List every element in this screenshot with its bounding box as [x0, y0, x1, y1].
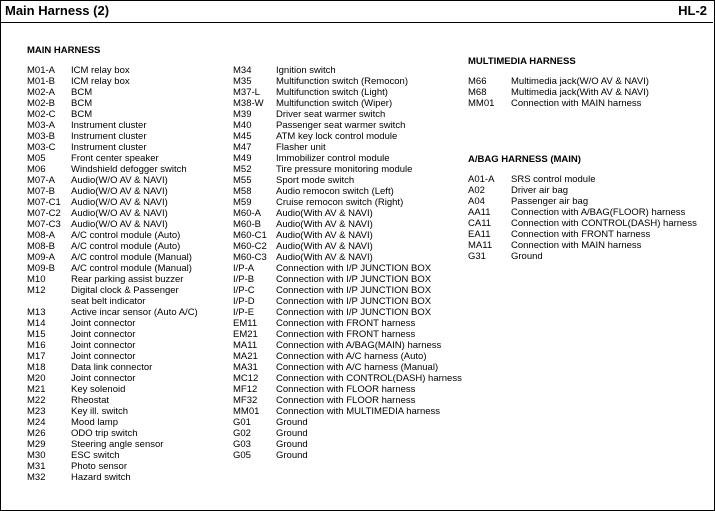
connector-description: Connection with MAIN harness: [511, 240, 642, 251]
connector-description: Connection with I/P JUNCTION BOX: [276, 263, 432, 274]
connector-code: M18: [27, 362, 46, 373]
connector-row: [27, 318, 227, 329]
connector-description: Connection with I/P JUNCTION BOX: [276, 307, 432, 318]
connector-description: Audio(W/O AV & NAVI): [71, 186, 168, 197]
connector-row: [27, 230, 227, 241]
main-harness-col2-section: [233, 65, 473, 461]
connector-row: [27, 153, 227, 164]
connector-description: Joint connector: [71, 340, 136, 351]
connector-description: Multimedia jack(With AV & NAVI): [511, 87, 649, 98]
connector-description: Multifunction switch (Remocon): [276, 76, 408, 87]
connector-description: Mood lamp: [71, 417, 118, 428]
connector-row: [468, 185, 712, 196]
connector-description: Audio(W/O AV & NAVI): [71, 197, 168, 208]
main-harness-col1: [27, 65, 227, 483]
connector-row: [468, 240, 712, 251]
connector-code: A01-A: [468, 174, 495, 185]
connector-row: [233, 428, 473, 439]
connector-code: M66: [468, 76, 487, 87]
connector-description: ICM relay box: [71, 65, 130, 76]
connector-row: [233, 175, 473, 186]
connector-row: [27, 351, 227, 362]
connector-row: [27, 285, 227, 296]
connector-row: [27, 274, 227, 285]
connector-code: M14: [27, 318, 46, 329]
connector-code: M60-C2: [233, 241, 267, 252]
connector-code: G05: [233, 450, 251, 461]
connector-row: [233, 87, 473, 98]
multimedia-harness-section: [468, 56, 698, 109]
connector-code: M09-B: [27, 263, 55, 274]
connector-code: M02-B: [27, 98, 55, 109]
connector-row: [27, 98, 227, 109]
connector-code: MA11: [468, 240, 493, 251]
connector-description: Connection with MULTIMEDIA harness: [276, 406, 441, 417]
connector-row: [468, 98, 698, 109]
connector-code: MA21: [233, 351, 258, 362]
connector-description: Hazard switch: [71, 472, 131, 483]
connector-code: M23: [27, 406, 46, 417]
connector-code: M60-C3: [233, 252, 267, 263]
connector-code: M52: [233, 164, 252, 175]
connector-description: Photo sensor: [71, 461, 127, 472]
connector-description: Connection with FRONT harness: [511, 229, 651, 240]
connector-code: G31: [468, 251, 486, 262]
connector-code: M12: [27, 285, 46, 296]
connector-description: Passenger air bag: [511, 196, 589, 207]
connector-code: M01-A: [27, 65, 55, 76]
connector-code: MC12: [233, 373, 259, 384]
connector-code: M07-C2: [27, 208, 61, 219]
connector-description: Driver air bag: [511, 185, 569, 196]
connector-row: [233, 318, 473, 329]
connector-description: Driver seat warmer switch: [276, 109, 386, 120]
connector-code: M03-B: [27, 131, 55, 142]
connector-code: M17: [27, 351, 46, 362]
connector-row: [27, 241, 227, 252]
connector-row: [233, 362, 473, 373]
connector-row: [27, 175, 227, 186]
connector-description: A/C control module (Manual): [71, 263, 192, 274]
connector-description: Connection with FLOOR harness: [276, 384, 416, 395]
connector-code: MA31: [233, 362, 258, 373]
connector-description: Joint connector: [71, 329, 136, 340]
page-code: HL-2: [678, 3, 707, 18]
connector-code: M47: [233, 142, 252, 153]
abag-harness-title: A/BAG HARNESS (MAIN): [468, 154, 581, 165]
connector-description: Connection with I/P JUNCTION BOX: [276, 285, 432, 296]
connector-row: [233, 131, 473, 142]
connector-row: [27, 296, 227, 307]
connector-row: [468, 207, 712, 218]
connector-row: [468, 251, 712, 262]
connector-description: Multimedia jack(W/O AV & NAVI): [511, 76, 649, 87]
connector-description: Sport mode switch: [276, 175, 355, 186]
connector-code: M07-C1: [27, 197, 61, 208]
connector-row: [27, 109, 227, 120]
connector-description: Instrument cluster: [71, 142, 147, 153]
connector-description: Cruise remocon switch (Right): [276, 197, 404, 208]
connector-code: M01-B: [27, 76, 55, 87]
connector-row: [233, 307, 473, 318]
connector-row: [233, 296, 473, 307]
connector-row: [27, 208, 227, 219]
connector-row: [27, 461, 227, 472]
connector-code: M06: [27, 164, 46, 175]
connector-description: Multifunction switch (Wiper): [276, 98, 393, 109]
connector-description: Audio(With AV & NAVI): [276, 230, 373, 241]
connector-row: [233, 142, 473, 153]
connector-description: ESC switch: [71, 450, 120, 461]
multimedia-harness-title: MULTIMEDIA HARNESS: [468, 56, 576, 67]
connector-description: Audio(W/O AV & NAVI): [71, 219, 168, 230]
connector-row: [27, 263, 227, 274]
connector-row: [233, 384, 473, 395]
connector-description: Audio(With AV & NAVI): [276, 219, 373, 230]
connector-description: A/C control module (Auto): [71, 241, 181, 252]
connector-row: [27, 329, 227, 340]
connector-description: Ground: [276, 439, 308, 450]
connector-description: Connection with FLOOR harness: [276, 395, 416, 406]
connector-description: seat belt indicator: [71, 296, 146, 307]
connector-row: [27, 120, 227, 131]
connector-row: [27, 472, 227, 483]
connector-row: [27, 197, 227, 208]
connector-code: G01: [233, 417, 251, 428]
connector-description: Connection with MAIN harness: [511, 98, 642, 109]
connector-code: M60-B: [233, 219, 261, 230]
connector-row: [27, 439, 227, 450]
connector-code: M49: [233, 153, 252, 164]
connector-code: M15: [27, 329, 46, 340]
connector-row: [468, 229, 712, 240]
connector-code: M02-C: [27, 109, 56, 120]
connector-row: [27, 87, 227, 98]
connector-code: EM11: [233, 318, 258, 329]
connector-description: Windshield defogger switch: [71, 164, 187, 175]
connector-description: ATM key lock control module: [276, 131, 398, 142]
connector-description: Connection with FRONT harness: [276, 329, 416, 340]
connector-row: [233, 230, 473, 241]
connector-code: G03: [233, 439, 251, 450]
connector-row: [27, 373, 227, 384]
connector-code: M32: [27, 472, 46, 483]
connector-code: M55: [233, 175, 252, 186]
main-harness-col2: [233, 65, 473, 461]
connector-row: [27, 142, 227, 153]
connector-row: [468, 174, 712, 185]
connector-row: [233, 406, 473, 417]
page-header: [0, 0, 713, 23]
connector-code: M03-C: [27, 142, 56, 153]
connector-description: Ignition switch: [276, 65, 336, 76]
connector-row: [27, 252, 227, 263]
connector-row: [233, 153, 473, 164]
connector-code: I/P-B: [233, 274, 255, 285]
connector-code: M38-W: [233, 98, 264, 109]
connector-code: M45: [233, 131, 252, 142]
connector-description: Audio(With AV & NAVI): [276, 252, 373, 263]
connector-description: Audio(W/O AV & NAVI): [71, 175, 168, 186]
connector-code: M31: [27, 461, 46, 472]
connector-row: [468, 196, 712, 207]
connector-description: Ground: [276, 428, 308, 439]
connector-row: [233, 450, 473, 461]
connector-description: Instrument cluster: [71, 131, 147, 142]
connector-code: MF12: [233, 384, 258, 395]
connector-description: Key ill. switch: [71, 406, 129, 417]
connector-description: Ground: [276, 417, 308, 428]
connector-row: [233, 219, 473, 230]
connector-code: M08-B: [27, 241, 55, 252]
connector-code: M35: [233, 76, 252, 87]
connector-description: Data link connector: [71, 362, 153, 373]
connector-description: Rheostat: [71, 395, 110, 406]
connector-description: Connection with A/BAG(FLOOR) harness: [511, 207, 686, 218]
connector-description: Ground: [511, 251, 543, 262]
connector-code: A04: [468, 196, 485, 207]
connector-code: EM21: [233, 329, 258, 340]
connector-row: [468, 87, 698, 98]
connector-description: Rear parking assist buzzer: [71, 274, 184, 285]
connector-row: [233, 340, 473, 351]
connector-description: Tire pressure monitoring module: [276, 164, 413, 175]
connector-code: M09-A: [27, 252, 55, 263]
connector-code: MA11: [233, 340, 258, 351]
connector-code: M60-A: [233, 208, 261, 219]
connector-description: Flasher unit: [276, 142, 326, 153]
connector-code: M13: [27, 307, 46, 318]
connector-code: I/P-D: [233, 296, 255, 307]
connector-code: G02: [233, 428, 251, 439]
connector-code: M37-L: [233, 87, 260, 98]
connector-description: A/C control module (Auto): [71, 230, 181, 241]
page-title: Main Harness (2): [5, 3, 110, 18]
connector-code: MM01: [468, 98, 495, 109]
connector-code: MM01: [233, 406, 260, 417]
connector-description: Joint connector: [71, 373, 136, 384]
connector-row: [27, 219, 227, 230]
connector-description: Ground: [276, 450, 308, 461]
abag-harness-section: [468, 154, 712, 262]
connector-row: [27, 406, 227, 417]
connector-row: [233, 120, 473, 131]
connector-row: [233, 65, 473, 76]
connector-row: [27, 340, 227, 351]
main-harness-section: [27, 45, 227, 483]
connector-code: M40: [233, 120, 252, 131]
connector-description: Audio(W/O AV & NAVI): [71, 208, 168, 219]
connector-row: [27, 428, 227, 439]
connector-description: BCM: [71, 98, 93, 109]
connector-row: [27, 384, 227, 395]
connector-code: M29: [27, 439, 46, 450]
connector-description: Audio remocon switch (Left): [276, 186, 394, 197]
connector-code: M07-A: [27, 175, 55, 186]
connector-code: EA11: [468, 229, 491, 240]
connector-row: [233, 197, 473, 208]
connector-description: Audio(With AV & NAVI): [276, 241, 373, 252]
connector-row: [233, 351, 473, 362]
connector-row: [233, 263, 473, 274]
connector-row: [233, 208, 473, 219]
connector-row: [27, 450, 227, 461]
connector-row: [468, 218, 712, 229]
connector-description: ODO trip switch: [71, 428, 138, 439]
connector-description: Active incar sensor (Auto A/C): [71, 307, 198, 318]
connector-row: [233, 439, 473, 450]
connector-row: [27, 186, 227, 197]
connector-code: I/P-C: [233, 285, 255, 296]
connector-row: [468, 76, 698, 87]
connector-description: ICM relay box: [71, 76, 130, 87]
connector-description: Connection with CONTROL(DASH) harness: [511, 218, 697, 229]
connector-description: Immobilizer control module: [276, 153, 390, 164]
abag-harness-list: [468, 174, 712, 262]
connector-description: Connection with FRONT harness: [276, 318, 416, 329]
connector-code: MF32: [233, 395, 258, 406]
connector-code: M59: [233, 197, 252, 208]
connector-description: Key solenoid: [71, 384, 126, 395]
connector-code: M22: [27, 395, 46, 406]
connector-row: [233, 98, 473, 109]
connector-description: SRS control module: [511, 174, 596, 185]
connector-code: M07-B: [27, 186, 55, 197]
connector-description: Audio(With AV & NAVI): [276, 208, 373, 219]
connector-row: [233, 164, 473, 175]
connector-description: Connection with A/C harness (Manual): [276, 362, 439, 373]
connector-code: M24: [27, 417, 46, 428]
connector-description: Connection with A/C harness (Auto): [276, 351, 427, 362]
connector-code: M30: [27, 450, 46, 461]
connector-description: Joint connector: [71, 351, 136, 362]
connector-row: [233, 274, 473, 285]
connector-code: M07-C3: [27, 219, 61, 230]
connector-row: [233, 109, 473, 120]
connector-row: [233, 395, 473, 406]
connector-code: M39: [233, 109, 252, 120]
connector-description: Connection with I/P JUNCTION BOX: [276, 296, 432, 307]
connector-code: M16: [27, 340, 46, 351]
connector-row: [233, 417, 473, 428]
connector-description: Connection with A/BAG(MAIN) harness: [276, 340, 442, 351]
connector-code: M60-C1: [233, 230, 267, 241]
connector-row: [233, 241, 473, 252]
connector-code: M34: [233, 65, 252, 76]
connector-description: Steering angle sensor: [71, 439, 164, 450]
connector-description: Digital clock & Passenger: [71, 285, 179, 296]
connector-code: M08-A: [27, 230, 55, 241]
connector-description: Instrument cluster: [71, 120, 147, 131]
connector-code: A02: [468, 185, 485, 196]
connector-row: [233, 186, 473, 197]
main-harness-title: MAIN HARNESS: [27, 45, 101, 56]
connector-row: [233, 285, 473, 296]
connector-code: M10: [27, 274, 46, 285]
connector-row: [233, 76, 473, 87]
connector-row: [27, 65, 227, 76]
connector-code: AA11: [468, 207, 491, 218]
connector-row: [27, 417, 227, 428]
connector-code: M58: [233, 186, 252, 197]
connector-row: [233, 252, 473, 263]
connector-description: BCM: [71, 87, 93, 98]
connector-description: Multifunction switch (Light): [276, 87, 388, 98]
connector-code: M20: [27, 373, 46, 384]
connector-code: I/P-A: [233, 263, 255, 274]
connector-code: I/P-E: [233, 307, 255, 318]
connector-code: M03-A: [27, 120, 55, 131]
connector-row: [27, 307, 227, 318]
connector-row: [27, 131, 227, 142]
connector-code: CA11: [468, 218, 492, 229]
connector-row: [233, 373, 473, 384]
connector-row: [233, 329, 473, 340]
connector-row: [27, 76, 227, 87]
connector-code: M68: [468, 87, 487, 98]
connector-row: [27, 164, 227, 175]
connector-description: Connection with I/P JUNCTION BOX: [276, 274, 432, 285]
connector-description: Passenger seat warmer switch: [276, 120, 406, 131]
multimedia-harness-list: [468, 76, 698, 109]
connector-row: [27, 395, 227, 406]
connector-description: Front center speaker: [71, 153, 159, 164]
connector-description: Joint connector: [71, 318, 136, 329]
connector-code: M05: [27, 153, 46, 164]
connector-code: M21: [27, 384, 46, 395]
connector-description: A/C control module (Manual): [71, 252, 192, 263]
connector-description: Connection with CONTROL(DASH) harness: [276, 373, 462, 384]
connector-code: M26: [27, 428, 46, 439]
connector-code: M02-A: [27, 87, 55, 98]
connector-description: BCM: [71, 109, 93, 120]
connector-row: [27, 362, 227, 373]
